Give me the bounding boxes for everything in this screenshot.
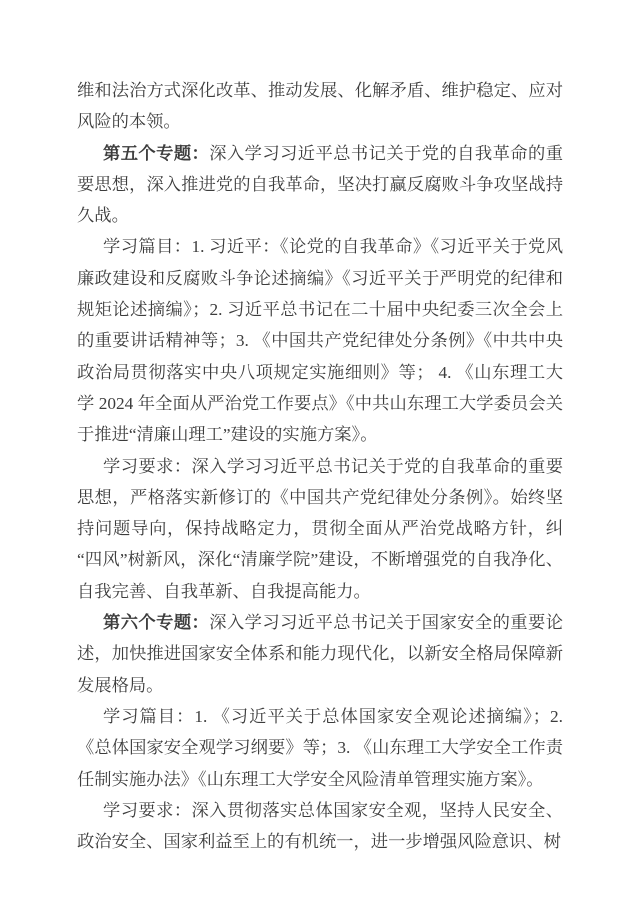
paragraph-topic-5 [77, 138, 563, 232]
paragraph-text: 深入学习习近平总书记关于党的自我革命的重要思想，深入推进党的自我革命，坚决打赢反腐败斗争攻坚战持久战。 [77, 143, 563, 226]
paragraph-text: 维和法治方式深化改革、推动发展、化解矛盾、维护稳定、应对风险的本领。 [77, 81, 563, 132]
paragraph-topic-5-requirements [77, 451, 563, 607]
topic-5-heading: 第五个专题： [103, 143, 210, 163]
topic-6-heading: 第六个专题： [103, 613, 210, 633]
paragraph-topic-5-readings [77, 231, 563, 450]
paragraph-text: 学习篇目：1. 《习近平关于总体国家安全观论述摘编》；2. 《总体国家安全观学习纲要》等；3. 《山东理工大学安全工作责任制实施办法》《山东理工大学安全风险清单管理实施方案》。 [77, 706, 563, 789]
paragraph-text: 学习篇目：1. 习近平：《论党的自我革命》《习近平关于党风廉政建设和反腐败斗争论述摘编》《习近平关于严明党的纪律和规矩论述摘编》；2. 习近平总书记在二十届中央纪委三次全会上的重要讲话精神等；3. 《中国共产党纪律处分条例》《中共中央政治局贯彻落实中央八项规定实施细则》等； 4. 《山东理工大学 2024 年全面从严治党工作要点》《中共山东理工大学委员会关于推进“清廉山理工”建设的实施方案》。 [77, 237, 563, 445]
document-text-block [77, 75, 563, 857]
paragraph-text: 深入学习习近平总书记关于国家安全的重要论述，加快推进国家安全体系和能力现代化，以新安全格局保障新发展格局。 [77, 613, 563, 695]
paragraph-continuation [77, 75, 563, 138]
paragraph-topic-6-requirements [77, 795, 563, 858]
paragraph-topic-6-readings [77, 701, 563, 795]
paragraph-text: 学习要求：深入贯彻落实总体国家安全观，坚持人民安全、政治安全、国家利益至上的有机统一，进一步增强风险意识、树 [77, 800, 563, 852]
paragraph-topic-6 [77, 607, 563, 701]
paragraph-text: 学习要求：深入学习习近平总书记关于党的自我革命的重要思想，严格落实新修订的《中国共产党纪律处分条例》。始终坚持问题导向，保持战略定力，贯彻全面从严治党战略方针，纠“四风”树新风，深化“清廉学院”建设，不断增强党的自我净化、自我完善、自我革新、自我提高能力。 [77, 456, 563, 601]
